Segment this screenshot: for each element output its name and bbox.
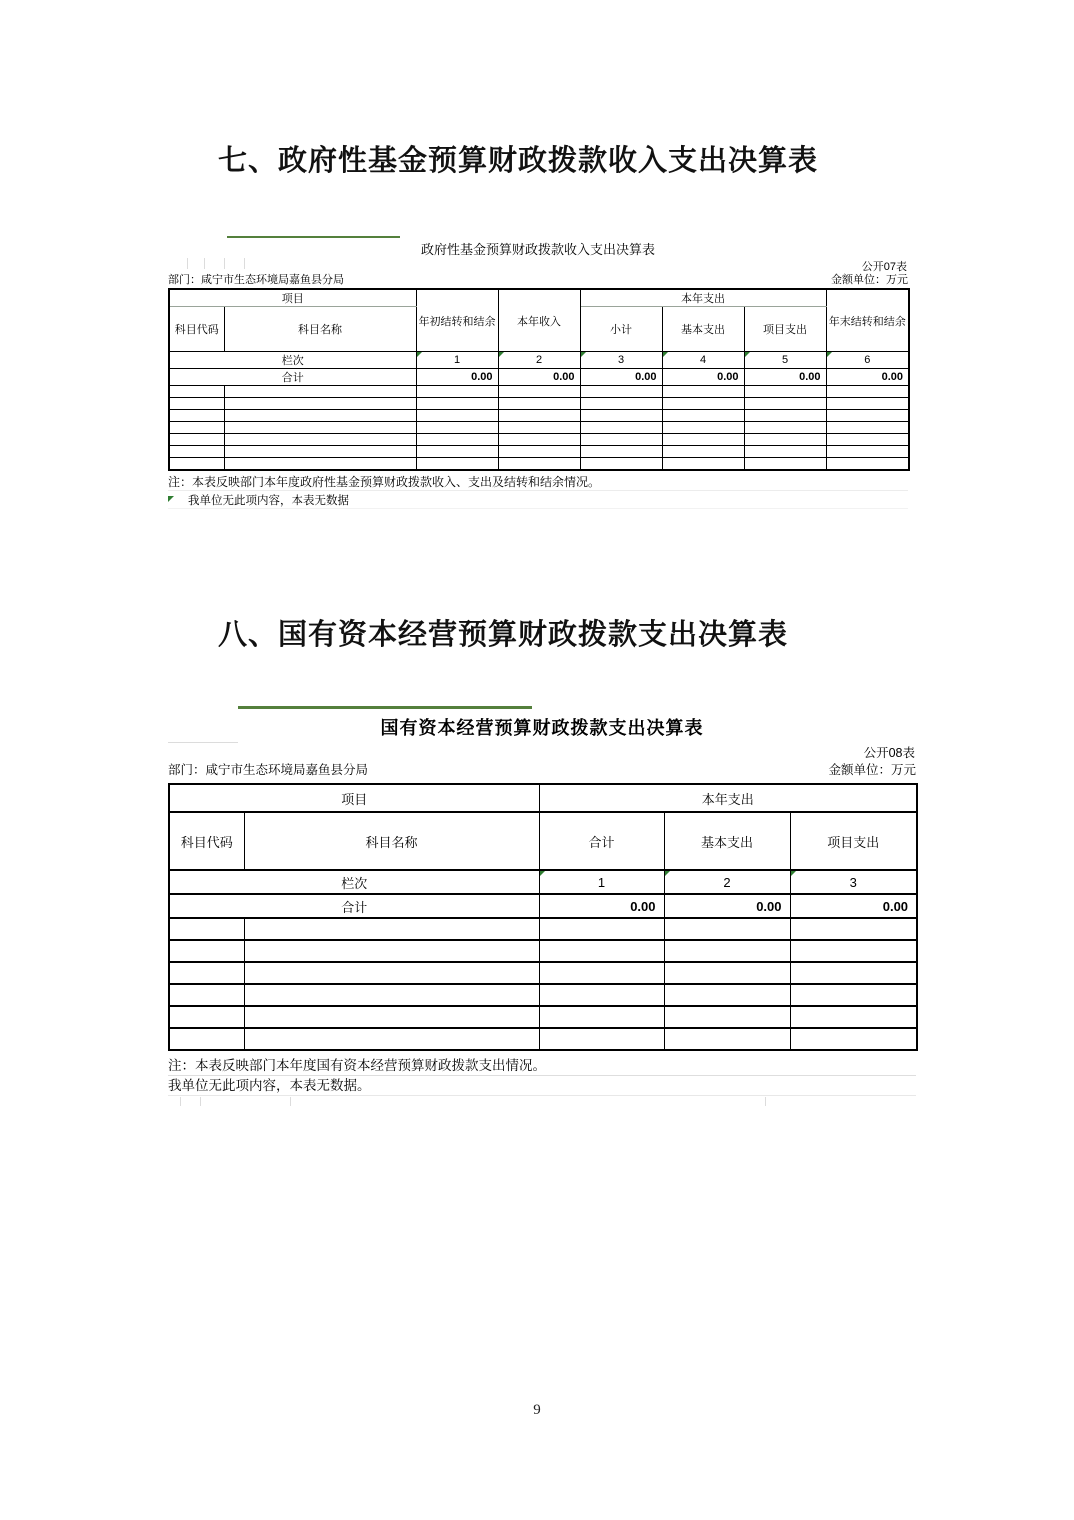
green-underline-decoration [227,236,400,238]
total-row-label: 合计 [169,894,539,918]
empty-data-row [169,940,917,962]
empty-data-row [169,984,917,1006]
no-data-statement: 我单位无此项内容，本表无数据 [168,494,908,509]
col-header-closing-balance: 年末结转和结余 [826,289,909,352]
empty-data-row [169,434,909,446]
department-label: 部门：咸宁市生态环境局嘉鱼县分局 [168,763,369,777]
gridline-artifact [224,258,225,269]
green-flag-icon [663,352,668,357]
col-header-project: 项目 [169,784,539,812]
col-header-subtotal: 小计 [580,307,662,352]
gridline-artifact [168,742,238,743]
column-index-row-label: 栏次 [169,870,539,894]
column-index-row-label: 栏次 [169,352,416,369]
col-header-project-expenditure: 项目支出 [744,307,826,352]
col-header-subject-code: 科目代码 [169,307,224,352]
empty-data-row [169,446,909,458]
col-header-project-expenditure: 项目支出 [790,812,917,870]
column-index-cell: 2 [664,870,790,894]
form-number-label: 公开08表 [863,746,915,760]
green-flag-icon [827,352,832,357]
column-index-cell: 3 [580,352,662,369]
total-value-cell: 0.00 [664,894,790,918]
total-value-cell: 0.00 [826,369,909,386]
col-header-current-year-income: 本年收入 [498,289,580,352]
no-data-statement: 我单位无此项内容，本表无数据。 [168,1076,916,1096]
column-index-cell: 4 [662,352,744,369]
empty-data-row [169,1028,917,1050]
empty-data-row [169,918,917,940]
green-flag-icon [499,352,504,357]
column-index-cell: 5 [744,352,826,369]
total-value-cell: 0.00 [790,894,917,918]
gridline-artifact [244,258,245,269]
empty-data-row [169,398,909,410]
empty-data-row [169,386,909,398]
empty-data-row [169,962,917,984]
page-number: 9 [533,1402,541,1418]
green-flag-icon [168,496,174,502]
green-flag-icon [791,871,796,876]
total-value-cell: 0.00 [539,894,664,918]
col-header-basic-expenditure: 基本支出 [662,307,744,352]
empty-data-row [169,1006,917,1028]
total-row-label: 合计 [169,369,416,386]
sheet-title: 政府性基金预算财政拨款收入支出决算表 [420,242,655,257]
total-value-cell: 0.00 [580,369,662,386]
gridline-artifact [187,258,188,269]
column-index-cell: 1 [539,870,664,894]
total-value-cell: 0.00 [662,369,744,386]
total-value-cell: 0.00 [498,369,580,386]
green-flag-icon [745,352,750,357]
col-header-opening-balance: 年初结转和结余 [416,289,498,352]
table-note: 注：本表反映部门本年度国有资本经营预算财政拨款支出情况。 [168,1056,916,1076]
gridline-artifact [765,1097,766,1106]
col-header-subject-name: 科目名称 [224,307,416,352]
state-capital-table [168,783,918,1051]
state-capital-budget-sheet [168,706,916,1096]
form-number-label: 公开07表 [861,261,907,273]
total-value-cell: 0.00 [416,369,498,386]
empty-data-row [169,422,909,434]
col-header-project: 项目 [169,289,416,307]
green-flag-icon [540,871,545,876]
col-header-subject-name: 科目名称 [244,812,539,870]
fund-budget-table [168,288,910,471]
department-label: 部门：咸宁市生态环境局嘉鱼县分局 [168,274,344,286]
green-flag-icon [581,352,586,357]
col-header-current-year-expenditure: 本年支出 [539,784,917,812]
empty-data-row [169,410,909,422]
gridline-artifact [290,1097,291,1106]
empty-data-row [169,458,909,471]
column-index-cell: 3 [790,870,917,894]
gridline-artifact [200,1097,201,1106]
green-flag-icon [417,352,422,357]
table-note: 注：本表反映部门本年度政府性基金预算财政拨款收入、支出及结转和结余情况。 [168,475,908,491]
green-flag-icon [665,871,670,876]
col-header-total: 合计 [539,812,664,870]
col-header-current-year-expenditure: 本年支出 [580,289,826,307]
column-index-cell: 1 [416,352,498,369]
column-index-cell: 2 [498,352,580,369]
col-header-subject-code: 科目代码 [169,812,244,870]
section-7-heading: 七、政府性基金预算财政拨款收入支出决算表 [218,145,819,177]
government-fund-budget-sheet [168,232,908,509]
gridline-artifact [180,1097,181,1106]
gridline-artifact [204,258,205,269]
unit-label: 金额单位：万元 [831,274,908,286]
column-index-cell: 6 [826,352,909,369]
unit-label: 金额单位：万元 [828,763,916,777]
green-underline-decoration [238,706,532,709]
sheet-title: 国有资本经营预算财政拨款支出决算表 [380,718,704,738]
section-8-heading: 八、国有资本经营预算财政拨款支出决算表 [218,619,789,651]
total-value-cell: 0.00 [744,369,826,386]
col-header-basic-expenditure: 基本支出 [664,812,790,870]
